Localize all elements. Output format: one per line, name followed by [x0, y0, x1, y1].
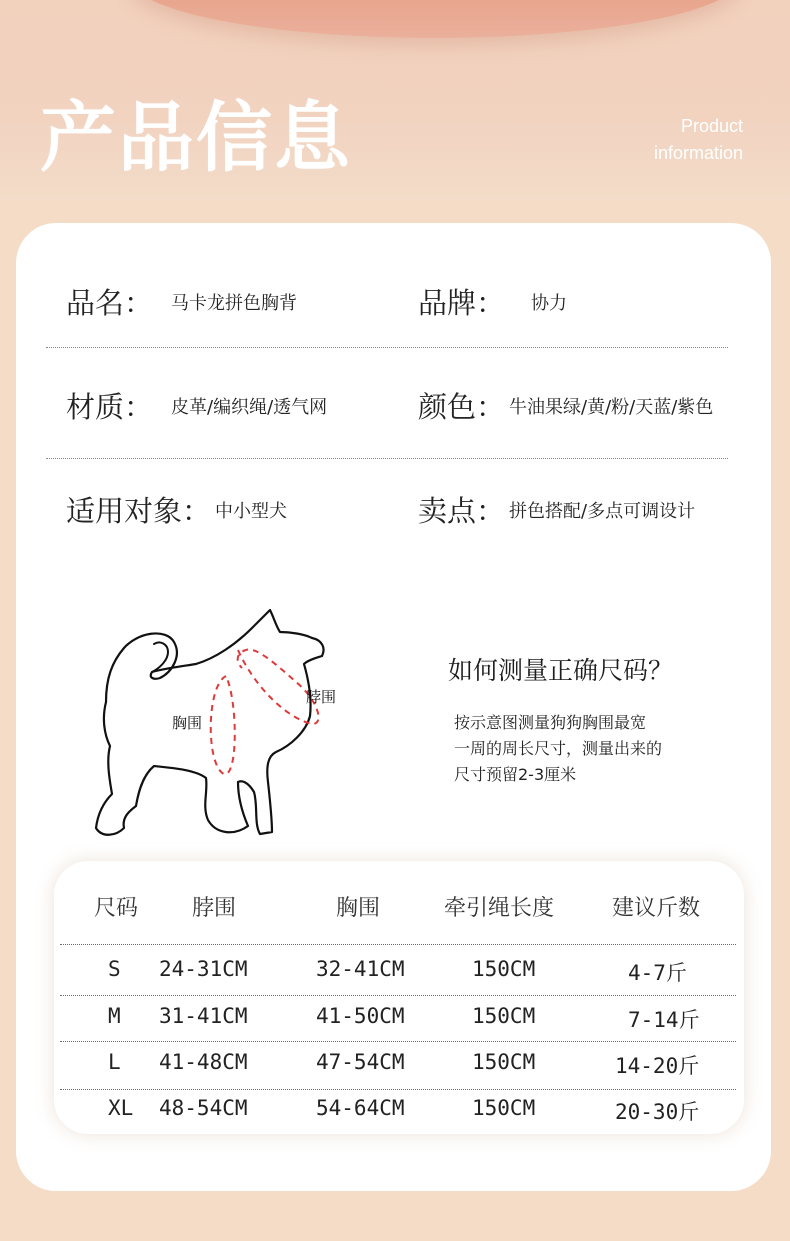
neck-measure-line: [238, 649, 319, 724]
selling-value: 拼色搭配/多点可调设计: [509, 500, 696, 522]
measure-desc-line-1: 按示意图测量狗狗胸围最宽: [454, 713, 647, 732]
table-divider: [60, 944, 736, 945]
target: [66, 489, 287, 530]
table-header-neck: 脖围: [192, 896, 237, 921]
subtitle-line-1: Product: [680, 116, 743, 136]
brand-value: 协力: [531, 292, 568, 314]
subtitle-line-2: information: [653, 143, 743, 163]
cell-neck: 41-48CM: [159, 1050, 248, 1074]
table-header-chest: 胸围: [336, 896, 381, 921]
product-name-label: 品名：: [66, 286, 154, 320]
target-label: 适用对象：: [66, 494, 212, 528]
info-card: [16, 223, 771, 1191]
info-row-name-brand: [66, 281, 756, 321]
product-name-value: 马卡龙拼色胸背: [171, 292, 298, 314]
table-divider: [60, 1089, 736, 1090]
cell-neck: 31-41CM: [159, 1004, 248, 1028]
cell-weight: 14-20斤: [615, 1054, 700, 1078]
measure-description: [454, 710, 662, 788]
table-header-size: 尺码: [94, 896, 139, 921]
cell-weight: 7-14斤: [628, 1008, 700, 1032]
cell-size: XL: [108, 1096, 134, 1120]
material: [66, 385, 327, 426]
cell-weight: 20-30斤: [615, 1100, 700, 1124]
cell-chest: 47-54CM: [316, 1050, 405, 1074]
cell-weight: 4-7斤: [628, 961, 687, 985]
table-header-leash: 牵引绳长度: [444, 896, 555, 921]
brand: [418, 281, 567, 322]
dog-outline: [96, 610, 324, 835]
divider: [46, 347, 728, 348]
info-row-material-color: [66, 385, 756, 425]
table-divider: [60, 1041, 736, 1042]
cell-size: M: [108, 1004, 121, 1028]
cell-neck: 24-31CM: [159, 957, 248, 981]
dog-tail-inner: [152, 642, 168, 672]
chest-measure-line: [211, 676, 235, 774]
dog-measure-diagram: [76, 606, 366, 836]
cell-chest: 41-50CM: [316, 1004, 405, 1028]
cell-leash: 150CM: [472, 957, 536, 981]
measure-title: 如何测量正确尺码？: [448, 656, 674, 685]
color-label: 颜色：: [418, 390, 506, 424]
selling-label: 卖点：: [418, 494, 506, 528]
measure-desc-line-3: 尺寸预留2-3厘米: [454, 765, 577, 784]
chest-label: 胸围: [172, 714, 203, 732]
brand-label: 品牌：: [418, 286, 506, 320]
table-divider: [60, 995, 736, 996]
cell-size: L: [108, 1050, 121, 1074]
cell-neck: 48-54CM: [159, 1096, 248, 1120]
page-title: 产品信息: [40, 93, 352, 182]
target-value: 中小型犬: [215, 500, 288, 522]
selling-point: [418, 489, 695, 530]
material-value: 皮革/编织绳/透气网: [171, 396, 328, 418]
table-header-weight: 建议斤数: [612, 896, 701, 921]
neck-label: 脖围: [306, 688, 337, 706]
cell-leash: 150CM: [472, 1004, 536, 1028]
measure-desc-line-2: 一周的周长尺寸，测量出来的: [454, 739, 663, 758]
cell-size: S: [108, 957, 121, 981]
color-value: 牛油果绿/黄/粉/天蓝/紫色: [509, 396, 714, 418]
color: [418, 385, 713, 426]
cell-leash: 150CM: [472, 1096, 536, 1120]
cell-chest: 32-41CM: [316, 957, 405, 981]
page-subtitle: [654, 113, 743, 167]
cell-leash: 150CM: [472, 1050, 536, 1074]
divider: [46, 458, 728, 459]
material-label: 材质：: [66, 390, 154, 424]
info-row-target-selling: [66, 489, 756, 529]
size-table: [54, 861, 744, 1134]
cell-chest: 54-64CM: [316, 1096, 405, 1120]
product-name: [66, 281, 297, 322]
